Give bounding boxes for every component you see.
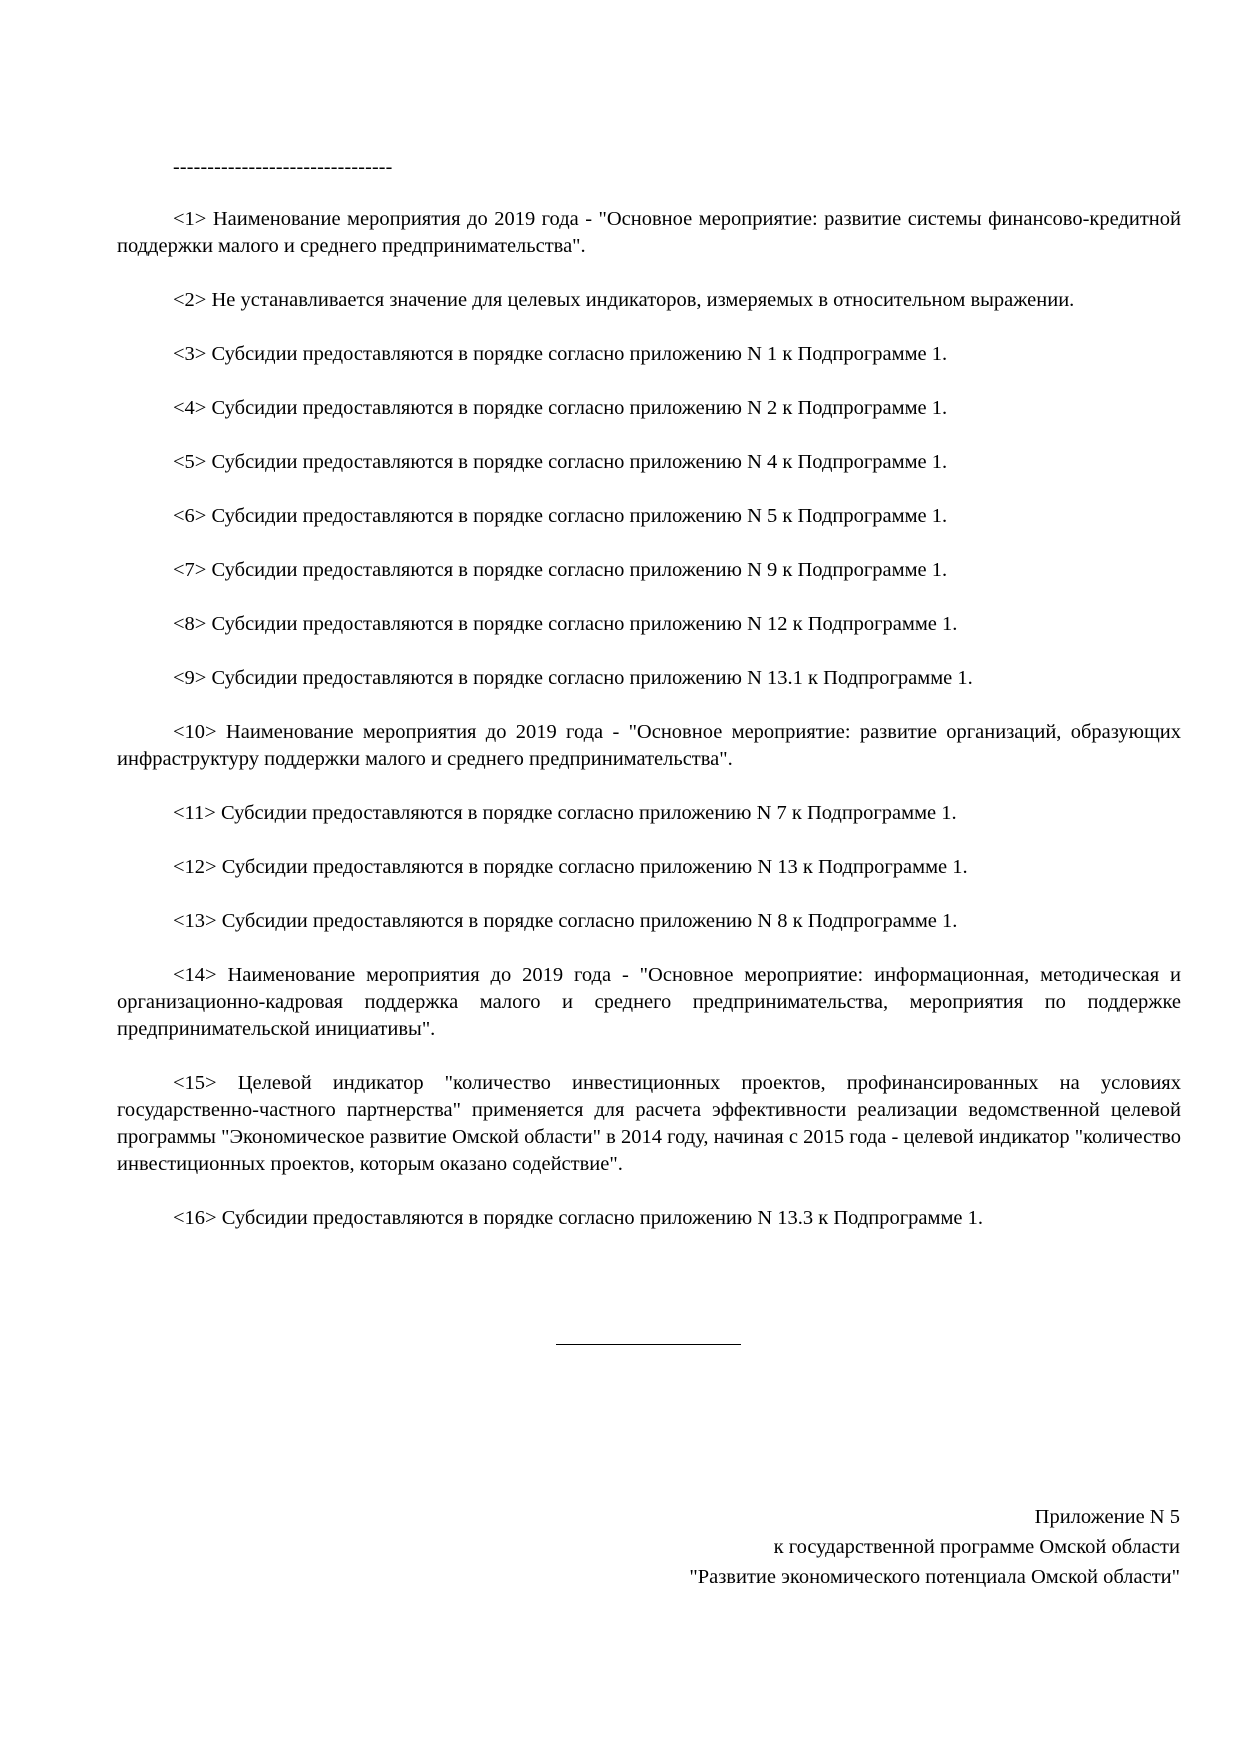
footnote-15: <15> Целевой индикатор "количество инвестиционных проектов, профинансированных на условиях государственно-частного партнерства" применяется для расчета эффективности реализации ведомственной целевой программы "Экономическое развитие Омской области" в 2014 году, начиная с 2015 года - целевой индикатор "количество инвестиционных проектов, которым оказано содействие". [117, 1072, 1181, 1175]
footnote-1: <1> Наименование мероприятия до 2019 года - "Основное мероприятие: развитие системы финансово-кредитной поддержки малого и среднего предпринимательства". [117, 208, 1181, 257]
footnote-separator: -------------------------------- [173, 156, 393, 178]
footnote-10: <10> Наименование мероприятия до 2019 года - "Основное мероприятие: развитие организаций, образующих инфраструктуру поддержки малого и среднего предпринимательства". [117, 721, 1181, 770]
footnote-11: <11> Субсидии предоставляются в порядке согласно приложению N 7 к Подпрограмме 1. [173, 802, 957, 824]
footnote-4: <4> Субсидии предоставляются в порядке согласно приложению N 2 к Подпрограмме 1. [173, 397, 948, 419]
footnote-6: <6> Субсидии предоставляются в порядке согласно приложению N 5 к Подпрограмме 1. [173, 505, 948, 527]
footnote-9: <9> Субсидии предоставляются в порядке согласно приложению N 13.1 к Подпрограмме 1. [173, 667, 973, 689]
footnote-16: <16> Субсидии предоставляются в порядке согласно приложению N 13.3 к Подпрограмме 1. [173, 1207, 984, 1229]
end-rule-divider [556, 1344, 741, 1345]
footnote-8: <8> Субсидии предоставляются в порядке согласно приложению N 12 к Подпрограмме 1. [173, 613, 958, 635]
footnote-7: <7> Субсидии предоставляются в порядке согласно приложению N 9 к Подпрограмме 1. [173, 559, 948, 581]
footnote-13: <13> Субсидии предоставляются в порядке согласно приложению N 8 к Подпрограмме 1. [173, 910, 958, 932]
footnote-3: <3> Субсидии предоставляются в порядке согласно приложению N 1 к Подпрограмме 1. [173, 343, 948, 365]
footnotes-list [117, 206, 1181, 1259]
footnote-12: <12> Субсидии предоставляются в порядке согласно приложению N 13 к Подпрограмме 1. [173, 856, 968, 878]
appendix-header [689, 1502, 1180, 1592]
appendix-program-title: "Развитие экономического потенциала Омской области" [689, 1566, 1180, 1588]
appendix-program: к государственной программе Омской области [773, 1536, 1180, 1558]
appendix-number: Приложение N 5 [1034, 1506, 1180, 1528]
footnote-5: <5> Субсидии предоставляются в порядке согласно приложению N 4 к Подпрограмме 1. [173, 451, 948, 473]
footnote-2: <2> Не устанавливается значение для целевых индикаторов, измеряемых в относительном выражении. [173, 289, 1075, 311]
footnote-14: <14> Наименование мероприятия до 2019 года - "Основное мероприятие: информационная, методическая и организационно-кадровая поддержка малого и среднего предпринимательства, мероприятия по поддержке предпринимательской инициативы". [117, 964, 1181, 1040]
